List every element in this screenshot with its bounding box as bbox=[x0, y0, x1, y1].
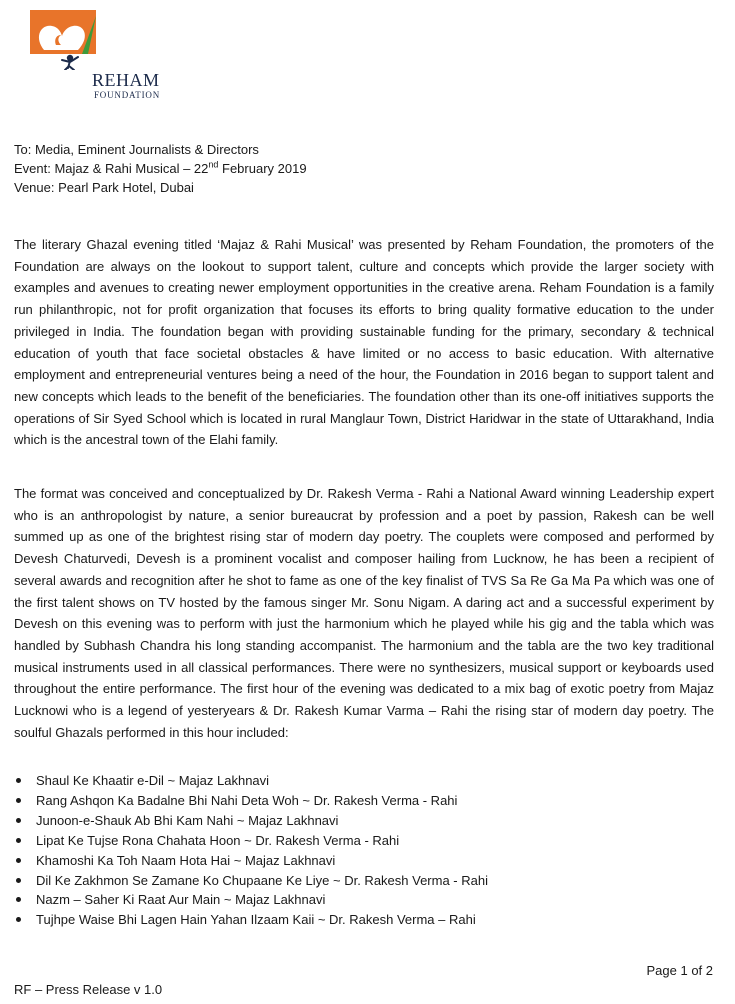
page-number: Page 1 of 2 bbox=[646, 963, 713, 978]
event-line bbox=[14, 159, 307, 178]
reham-heart-logo-icon bbox=[30, 10, 100, 70]
event-date-superscript: nd bbox=[208, 159, 219, 170]
intro-paragraph: The literary Ghazal evening titled ‘Majaz & Rahi Musical’ was presented by Reham Foundation, the promoters of the Foundation are always on the lookout to support talent, culture and concepts which provide the larger society with examples and avenues to creating newer employment opportunities in the creative arena. Reham Foundation is a family run philanthropic, not for profit organization that focuses its efforts to bring quality formative education to the under privileged in India. The foundation began with providing sustainable funding for the primary, secondary & technical education of youth that face societal obstacles & have limited or no access to basic education. With alternative employment and entrepreneurial ventures being a need of the hour, the Foundation in 2016 began to support talent and new concepts which leads to the benefit of the beneficiaries. The foundation other than its one-off initiatives supports the operations of Sir Syed School which is located in rural Manglaur Town, District Haridwar in the state of Uttarakhand, India which is the ancestral town of the Elahi family. bbox=[14, 237, 714, 448]
list-item: Tujhpe Waise Bhi Lagen Hain Yahan Ilzaam Kaii ~ Dr. Rakesh Verma – Rahi bbox=[14, 910, 714, 930]
document-version: RF – Press Release v 1.0 bbox=[14, 982, 163, 997]
list-item: Junoon-e-Shauk Ab Bhi Kam Nahi ~ Majaz Lakhnavi bbox=[14, 811, 714, 831]
event-prefix: Event: Majaz & Rahi Musical – 22 bbox=[14, 161, 209, 176]
list-item: Lipat Ke Tujse Rona Chahata Hoon ~ Dr. Rakesh Verma - Rahi bbox=[14, 831, 714, 851]
list-item: Dil Ke Zakhmon Se Zamane Ko Chupaane Ke Liye ~ Dr. Rakesh Verma - Rahi bbox=[14, 871, 714, 891]
format-paragraph: The format was conceived and conceptualized by Dr. Rakesh Verma - Rahi a National Award winning Leadership expert who is an anthropologist by nature, a senior bureaucrat by profession and a poet by passion, Rakesh can be well summed up as one of the brightest rising star of modern day poetry. The couplets were composed and performed by Devesh Chaturvedi, Devesh is a prominent vocalist and composer hailing from Lucknow, he has been a recipient of several awards and recognition after he shot to fame as one of the key finalist of TVS Sa Re Ga Ma Pa which was one of the first talent shows on TV hosted by the famous singer Mr. Sonu Nigam. A daring act and a successful experiment by Devesh on this evening was to perform with just the harmonium which he played while his gig and the tabla which was handled by Subhash Chandra his long standing accompanist. The harmonium and the tabla are the two key traditional musical instruments used in all classical performances. There were no synthesizers, musical support or keyboards used throughout the entire performance. The first hour of the evening was dedicated to a mix bag of exotic poetry from Majaz Lucknowi who is a legend of yesteryears & Dr. Rakesh Kumar Varma – Rahi the rising star of modern day poetry. The soulful Ghazals performed in this hour included: bbox=[14, 486, 714, 740]
list-item: Khamoshi Ka Toh Naam Hota Hai ~ Majaz Lakhnavi bbox=[14, 851, 714, 871]
logo-name: REHAM bbox=[92, 70, 160, 90]
reham-foundation-logo bbox=[30, 10, 170, 98]
list-item: Shaul Ke Khaatir e-Dil ~ Majaz Lakhnavi bbox=[14, 771, 714, 791]
ghazal-list bbox=[14, 771, 714, 930]
venue-line: Venue: Pearl Park Hotel, Dubai bbox=[14, 180, 194, 195]
recipients-line: To: Media, Eminent Journalists & Directors bbox=[14, 142, 259, 157]
release-header bbox=[14, 140, 307, 197]
event-suffix: February 2019 bbox=[218, 161, 307, 176]
logo-subtitle: FOUNDATION bbox=[94, 90, 160, 100]
list-item: Nazm – Saher Ki Raat Aur Main ~ Majaz Lakhnavi bbox=[14, 890, 714, 910]
list-item: Rang Ashqon Ka Badalne Bhi Nahi Deta Woh ~ Dr. Rakesh Verma - Rahi bbox=[14, 791, 714, 811]
